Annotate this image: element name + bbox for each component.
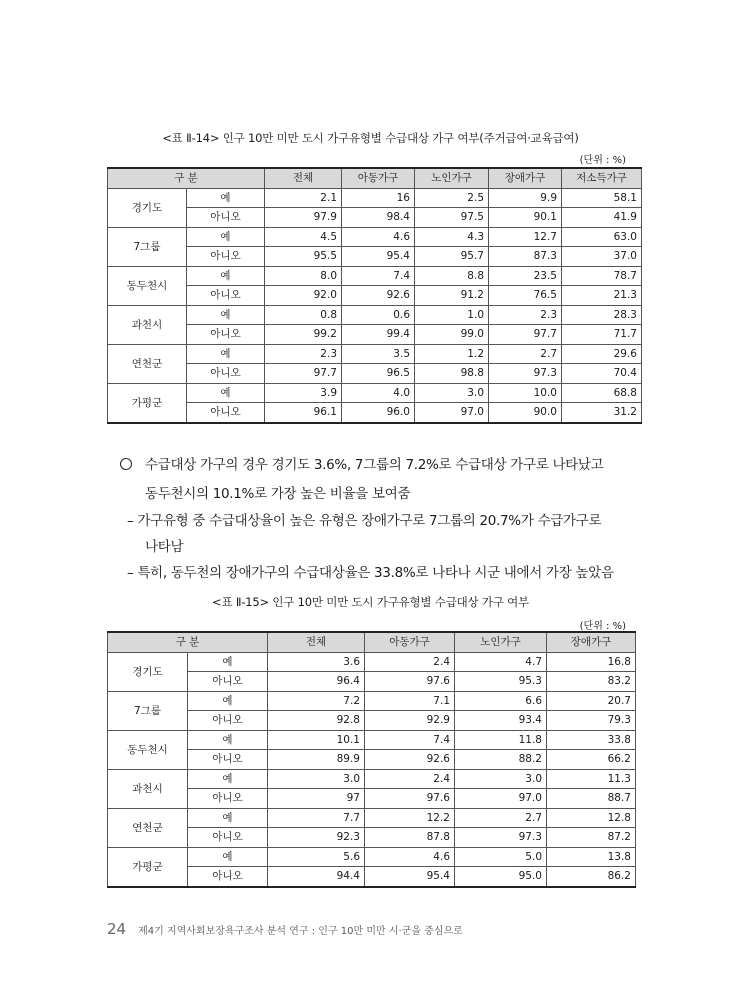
value-cell: 95.4 xyxy=(342,247,415,267)
region-cell: 연천군 xyxy=(108,808,188,847)
paragraph-line2: 동두천시의 10.1%로 가장 높은 비율을 보여줌 xyxy=(145,486,411,502)
value-cell: 2.4 xyxy=(365,769,455,789)
value-cell: 99.2 xyxy=(265,325,342,345)
response-cell: 아니오 xyxy=(188,828,268,848)
value-cell: 88.2 xyxy=(455,750,547,770)
region-cell: 7그룹 xyxy=(108,691,188,730)
value-cell: 95.4 xyxy=(365,867,455,887)
paragraph-dash2: – 특히, 동두천의 장애가구의 수급대상율은 33.8%로 나타나 시군 내에서 가장 높았음 xyxy=(127,565,614,581)
region-cell: 7그룹 xyxy=(108,227,187,266)
value-cell: 20.7 xyxy=(547,691,636,711)
value-cell: 37.0 xyxy=(562,247,642,267)
table-row xyxy=(108,789,636,809)
value-cell: 3.9 xyxy=(265,383,342,403)
value-cell: 95.5 xyxy=(265,247,342,267)
table-row xyxy=(108,711,636,731)
response-cell: 아니오 xyxy=(188,867,268,887)
response-cell: 아니오 xyxy=(188,711,268,731)
value-cell: 2.5 xyxy=(415,188,489,208)
value-cell: 12.7 xyxy=(489,227,562,247)
response-cell: 아니오 xyxy=(187,208,265,228)
value-cell: 87.3 xyxy=(489,247,562,267)
value-cell: 92.6 xyxy=(365,750,455,770)
value-cell: 96.5 xyxy=(342,364,415,384)
response-cell: 예 xyxy=(187,227,265,247)
region-cell: 과천시 xyxy=(108,769,188,808)
table-row xyxy=(108,383,642,403)
value-cell: 2.7 xyxy=(489,344,562,364)
value-cell: 63.0 xyxy=(562,227,642,247)
value-cell: 79.3 xyxy=(547,711,636,731)
value-cell: 92.8 xyxy=(268,711,365,731)
table-row xyxy=(108,828,636,848)
response-cell: 예 xyxy=(188,847,268,867)
value-cell: 11.8 xyxy=(455,730,547,750)
value-cell: 2.3 xyxy=(265,344,342,364)
region-cell: 경기도 xyxy=(108,652,188,691)
region-cell: 과천시 xyxy=(108,305,187,344)
value-cell: 99.0 xyxy=(415,325,489,345)
value-cell: 29.6 xyxy=(562,344,642,364)
value-cell: 1.0 xyxy=(415,305,489,325)
value-cell: 8.0 xyxy=(265,266,342,286)
value-cell: 2.1 xyxy=(265,188,342,208)
table-row xyxy=(108,227,642,247)
value-cell: 2.7 xyxy=(455,808,547,828)
table-row xyxy=(108,691,636,711)
value-cell: 2.4 xyxy=(365,652,455,672)
table-row xyxy=(108,344,642,364)
value-cell: 3.6 xyxy=(268,652,365,672)
value-cell: 97.7 xyxy=(265,364,342,384)
value-cell: 92.9 xyxy=(365,711,455,731)
page-number: 24 xyxy=(107,920,127,938)
value-cell: 4.7 xyxy=(455,652,547,672)
response-cell: 예 xyxy=(187,383,265,403)
region-cell: 가평군 xyxy=(108,383,187,423)
circle-bullet-icon xyxy=(120,458,132,470)
value-cell: 97.9 xyxy=(265,208,342,228)
value-cell: 6.6 xyxy=(455,691,547,711)
table-row xyxy=(108,672,636,692)
value-cell: 95.7 xyxy=(415,247,489,267)
response-cell: 예 xyxy=(187,188,265,208)
region-cell: 연천군 xyxy=(108,344,187,383)
value-cell: 97.0 xyxy=(455,789,547,809)
table-row xyxy=(108,867,636,887)
table2-header-child: 아동가구 xyxy=(365,632,455,652)
value-cell: 88.7 xyxy=(547,789,636,809)
response-cell: 예 xyxy=(188,691,268,711)
value-cell: 97.5 xyxy=(415,208,489,228)
value-cell: 96.1 xyxy=(265,403,342,423)
table-row xyxy=(108,769,636,789)
value-cell: 91.2 xyxy=(415,286,489,306)
region-cell: 동두천시 xyxy=(108,730,188,769)
table2 xyxy=(107,631,636,888)
value-cell: 12.8 xyxy=(547,808,636,828)
response-cell: 아니오 xyxy=(187,403,265,423)
value-cell: 97.3 xyxy=(489,364,562,384)
page-footer xyxy=(107,920,463,938)
value-cell: 7.7 xyxy=(268,808,365,828)
table-row xyxy=(108,847,636,867)
response-cell: 예 xyxy=(187,266,265,286)
value-cell: 4.5 xyxy=(265,227,342,247)
table-row xyxy=(108,305,642,325)
value-cell: 87.8 xyxy=(365,828,455,848)
table-row xyxy=(108,750,636,770)
table-row xyxy=(108,730,636,750)
value-cell: 33.8 xyxy=(547,730,636,750)
value-cell: 31.2 xyxy=(562,403,642,423)
value-cell: 58.1 xyxy=(562,188,642,208)
value-cell: 8.8 xyxy=(415,266,489,286)
table2-header-elderly: 노인가구 xyxy=(455,632,547,652)
value-cell: 4.0 xyxy=(342,383,415,403)
table1-header-child: 아동가구 xyxy=(342,168,415,188)
value-cell: 7.1 xyxy=(365,691,455,711)
table-row xyxy=(108,208,642,228)
value-cell: 28.3 xyxy=(562,305,642,325)
value-cell: 4.6 xyxy=(365,847,455,867)
table-row xyxy=(108,652,636,672)
table2-header-disabled: 장애가구 xyxy=(547,632,636,652)
table1-header-lowincome: 저소득가구 xyxy=(562,168,642,188)
table2-header-row xyxy=(108,632,636,652)
table-row xyxy=(108,325,642,345)
value-cell: 2.3 xyxy=(489,305,562,325)
table-row xyxy=(108,286,642,306)
value-cell: 23.5 xyxy=(489,266,562,286)
table-row xyxy=(108,247,642,267)
table1 xyxy=(107,167,642,424)
value-cell: 98.8 xyxy=(415,364,489,384)
response-cell: 아니오 xyxy=(187,325,265,345)
value-cell: 97.0 xyxy=(415,403,489,423)
value-cell: 92.3 xyxy=(268,828,365,848)
table1-unit: (단위 : %) xyxy=(579,155,626,166)
value-cell: 89.9 xyxy=(268,750,365,770)
response-cell: 아니오 xyxy=(187,247,265,267)
value-cell: 4.6 xyxy=(342,227,415,247)
footer-text: 제4기 지역사회보장욕구조사 분석 연구 : 인구 10만 미만 시·군을 중심으로 xyxy=(138,926,463,937)
value-cell: 11.3 xyxy=(547,769,636,789)
table-row xyxy=(108,266,642,286)
value-cell: 97 xyxy=(268,789,365,809)
region-cell: 경기도 xyxy=(108,188,187,227)
table1-header-row xyxy=(108,168,642,188)
value-cell: 99.4 xyxy=(342,325,415,345)
response-cell: 아니오 xyxy=(188,672,268,692)
table1-header-category: 구 분 xyxy=(108,168,265,188)
table-row xyxy=(108,403,642,423)
value-cell: 94.4 xyxy=(268,867,365,887)
response-cell: 아니오 xyxy=(187,286,265,306)
value-cell: 97.3 xyxy=(455,828,547,848)
table2-caption: <표 Ⅱ-15> 인구 10만 미만 도시 가구유형별 수급대상 가구 여부 xyxy=(212,595,529,609)
table1-caption: <표 Ⅱ-14> 인구 10만 미만 도시 가구유형별 수급대상 가구 여부(주거급여·교육급여) xyxy=(162,131,579,145)
response-cell: 예 xyxy=(188,769,268,789)
value-cell: 16 xyxy=(342,188,415,208)
value-cell: 90.1 xyxy=(489,208,562,228)
table-row xyxy=(108,364,642,384)
value-cell: 70.4 xyxy=(562,364,642,384)
value-cell: 96.4 xyxy=(268,672,365,692)
table1-header-elderly: 노인가구 xyxy=(415,168,489,188)
value-cell: 97.7 xyxy=(489,325,562,345)
value-cell: 10.0 xyxy=(489,383,562,403)
value-cell: 7.4 xyxy=(365,730,455,750)
value-cell: 95.0 xyxy=(455,867,547,887)
value-cell: 95.3 xyxy=(455,672,547,692)
value-cell: 98.4 xyxy=(342,208,415,228)
table2-unit: (단위 : %) xyxy=(579,621,626,632)
table1-header-disabled: 장애가구 xyxy=(489,168,562,188)
region-cell: 가평군 xyxy=(108,847,188,887)
value-cell: 97.6 xyxy=(365,672,455,692)
table-row xyxy=(108,188,642,208)
value-cell: 78.7 xyxy=(562,266,642,286)
table2-header-category: 구 분 xyxy=(108,632,268,652)
value-cell: 97.6 xyxy=(365,789,455,809)
value-cell: 92.6 xyxy=(342,286,415,306)
value-cell: 3.5 xyxy=(342,344,415,364)
value-cell: 3.0 xyxy=(268,769,365,789)
table1-header-total: 전체 xyxy=(265,168,342,188)
value-cell: 12.2 xyxy=(365,808,455,828)
value-cell: 66.2 xyxy=(547,750,636,770)
value-cell: 7.2 xyxy=(268,691,365,711)
value-cell: 83.2 xyxy=(547,672,636,692)
value-cell: 96.0 xyxy=(342,403,415,423)
value-cell: 7.4 xyxy=(342,266,415,286)
value-cell: 5.6 xyxy=(268,847,365,867)
response-cell: 아니오 xyxy=(188,750,268,770)
response-cell: 예 xyxy=(188,808,268,828)
value-cell: 87.2 xyxy=(547,828,636,848)
value-cell: 3.0 xyxy=(455,769,547,789)
value-cell: 0.8 xyxy=(265,305,342,325)
value-cell: 71.7 xyxy=(562,325,642,345)
table-row xyxy=(108,808,636,828)
response-cell: 예 xyxy=(187,305,265,325)
table2-header-total: 전체 xyxy=(268,632,365,652)
response-cell: 아니오 xyxy=(187,364,265,384)
value-cell: 92.0 xyxy=(265,286,342,306)
value-cell: 93.4 xyxy=(455,711,547,731)
response-cell: 예 xyxy=(188,652,268,672)
value-cell: 1.2 xyxy=(415,344,489,364)
region-cell: 동두천시 xyxy=(108,266,187,305)
value-cell: 9.9 xyxy=(489,188,562,208)
value-cell: 10.1 xyxy=(268,730,365,750)
value-cell: 0.6 xyxy=(342,305,415,325)
value-cell: 4.3 xyxy=(415,227,489,247)
value-cell: 16.8 xyxy=(547,652,636,672)
response-cell: 예 xyxy=(187,344,265,364)
value-cell: 5.0 xyxy=(455,847,547,867)
response-cell: 예 xyxy=(188,730,268,750)
value-cell: 76.5 xyxy=(489,286,562,306)
value-cell: 3.0 xyxy=(415,383,489,403)
value-cell: 86.2 xyxy=(547,867,636,887)
value-cell: 68.8 xyxy=(562,383,642,403)
value-cell: 90.0 xyxy=(489,403,562,423)
value-cell: 13.8 xyxy=(547,847,636,867)
paragraph-line1: 수급대상 가구의 경우 경기도 3.6%, 7그룹의 7.2%로 수급대상 가구로 나타났고 xyxy=(145,457,604,473)
value-cell: 21.3 xyxy=(562,286,642,306)
paragraph-dash1-line2: 나타남 xyxy=(145,539,184,555)
response-cell: 아니오 xyxy=(188,789,268,809)
value-cell: 41.9 xyxy=(562,208,642,228)
paragraph-dash1-line1: – 가구유형 중 수급대상율이 높은 유형은 장애가구로 7그룹의 20.7%가 수급가구로 xyxy=(127,513,602,529)
